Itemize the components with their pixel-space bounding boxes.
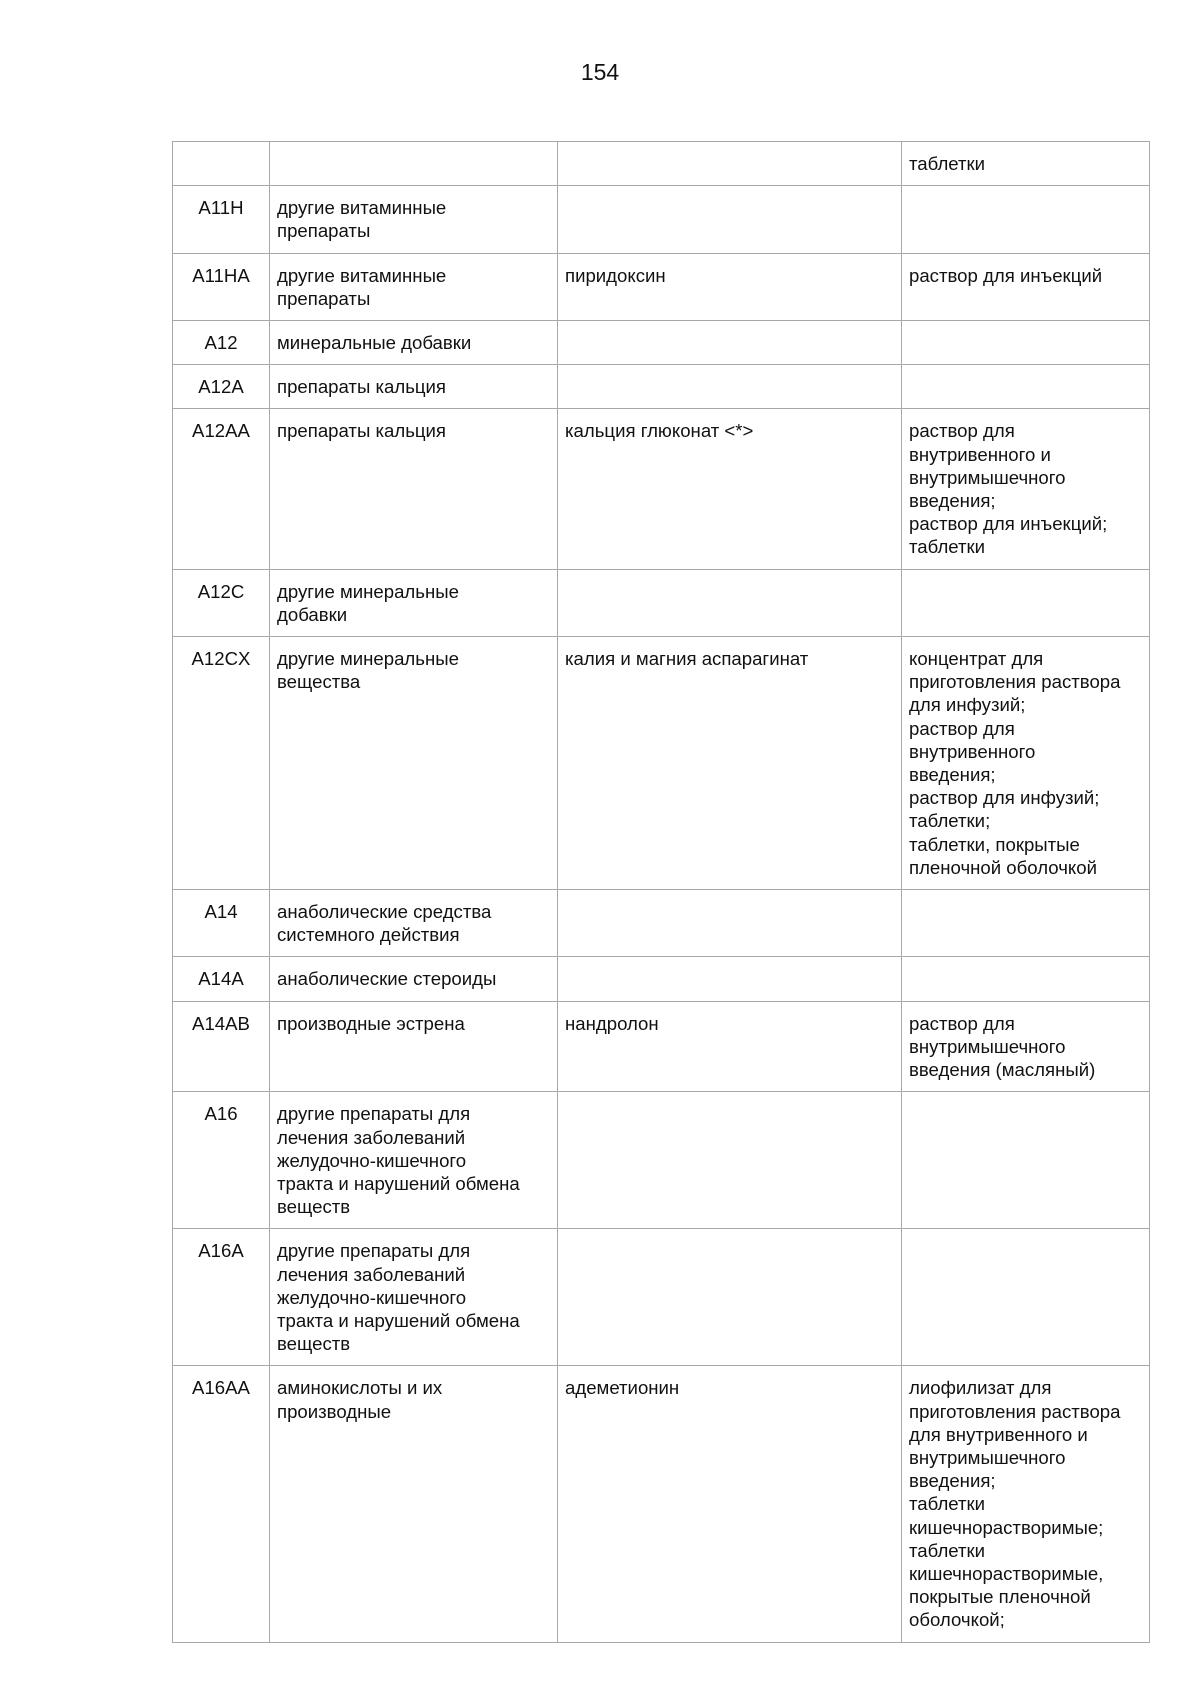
atc-code-cell: A14A	[173, 957, 270, 1001]
table-row	[173, 1229, 1150, 1366]
dosage-forms-cell	[902, 1229, 1150, 1366]
anatomical-group-cell: другие минеральные вещества	[270, 637, 558, 890]
table-row	[173, 142, 1150, 186]
anatomical-group-cell: другие препараты для лечения заболеваний желудочно-кишечного тракта и нарушений обмена веществ	[270, 1229, 558, 1366]
table-row	[173, 409, 1150, 569]
dosage-forms-cell	[902, 957, 1150, 1001]
dosage-forms-cell	[902, 890, 1150, 957]
atc-code-cell: A12	[173, 321, 270, 365]
dosage-forms-cell: лиофилизат для приготовления раствора для внутривенного и внутримышечного введения; таблетки кишечнорастворимые; таблетки кишечнорастворимые, покрытые пленочной оболочкой;	[902, 1366, 1150, 1642]
dosage-forms-cell	[902, 321, 1150, 365]
table-row	[173, 365, 1150, 409]
dosage-forms-cell: раствор для инъекций	[902, 253, 1150, 320]
drug-name-cell: калия и магния аспарагинат	[558, 637, 902, 890]
drug-name-cell	[558, 186, 902, 253]
dosage-forms-cell	[902, 186, 1150, 253]
dosage-forms-cell	[902, 569, 1150, 636]
atc-code-cell: A16A	[173, 1229, 270, 1366]
atc-code-cell: A16	[173, 1092, 270, 1229]
table-row	[173, 1092, 1150, 1229]
anatomical-group-cell: производные эстрена	[270, 1001, 558, 1092]
medication-table	[172, 141, 1150, 1643]
atc-code-cell: A14	[173, 890, 270, 957]
dosage-forms-cell	[902, 1092, 1150, 1229]
atc-code-cell: A11HA	[173, 253, 270, 320]
atc-code-cell: A16AA	[173, 1366, 270, 1642]
drug-name-cell	[558, 142, 902, 186]
anatomical-group-cell: анаболические средства системного действия	[270, 890, 558, 957]
atc-code-cell: A11H	[173, 186, 270, 253]
atc-code-cell: A12C	[173, 569, 270, 636]
drug-name-cell	[558, 365, 902, 409]
anatomical-group-cell: минеральные добавки	[270, 321, 558, 365]
anatomical-group-cell: препараты кальция	[270, 409, 558, 569]
table-body	[173, 142, 1150, 1643]
table-row	[173, 253, 1150, 320]
anatomical-group-cell: другие минеральные добавки	[270, 569, 558, 636]
table-row	[173, 637, 1150, 890]
dosage-forms-cell: концентрат для приготовления раствора для инфузий; раствор для внутривенного введения; раствор для инфузий; таблетки; таблетки, покрытые пленочной оболочкой	[902, 637, 1150, 890]
drug-name-cell	[558, 1092, 902, 1229]
dosage-forms-cell: раствор для внутримышечного введения (масляный)	[902, 1001, 1150, 1092]
table-row	[173, 1001, 1150, 1092]
drug-name-cell	[558, 957, 902, 1001]
anatomical-group-cell: другие витаминные препараты	[270, 253, 558, 320]
anatomical-group-cell: другие витаминные препараты	[270, 186, 558, 253]
dosage-forms-cell: раствор для внутривенного и внутримышечного введения; раствор для инъекций; таблетки	[902, 409, 1150, 569]
atc-code-cell	[173, 142, 270, 186]
anatomical-group-cell: анаболические стероиды	[270, 957, 558, 1001]
drug-name-cell	[558, 321, 902, 365]
drug-name-cell	[558, 890, 902, 957]
anatomical-group-cell: аминокислоты и их производные	[270, 1366, 558, 1642]
drug-name-cell: кальция глюконат <*>	[558, 409, 902, 569]
table-row	[173, 890, 1150, 957]
table-row	[173, 957, 1150, 1001]
page-number: 154	[580, 59, 620, 85]
atc-code-cell: A12A	[173, 365, 270, 409]
table-row	[173, 569, 1150, 636]
atc-code-cell: A12CX	[173, 637, 270, 890]
atc-code-cell: A12AA	[173, 409, 270, 569]
atc-code-cell: A14AB	[173, 1001, 270, 1092]
anatomical-group-cell	[270, 142, 558, 186]
drug-name-cell: пиридоксин	[558, 253, 902, 320]
drug-name-cell: нандролон	[558, 1001, 902, 1092]
dosage-forms-cell	[902, 365, 1150, 409]
drug-name-cell	[558, 569, 902, 636]
drug-name-cell: адеметионин	[558, 1366, 902, 1642]
anatomical-group-cell: препараты кальция	[270, 365, 558, 409]
table-row	[173, 1366, 1150, 1642]
anatomical-group-cell: другие препараты для лечения заболеваний желудочно-кишечного тракта и нарушений обмена веществ	[270, 1092, 558, 1229]
table-row	[173, 321, 1150, 365]
drug-name-cell	[558, 1229, 902, 1366]
dosage-forms-cell: таблетки	[902, 142, 1150, 186]
table-row	[173, 186, 1150, 253]
